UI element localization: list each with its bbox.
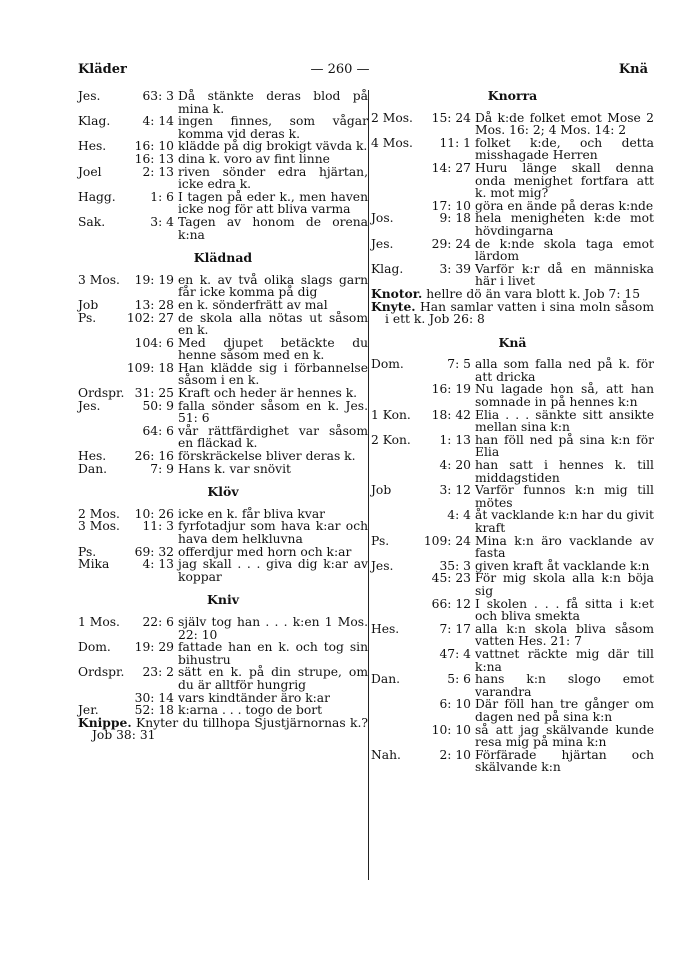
entry-text: hans k:n slogo emot varandra bbox=[475, 672, 654, 699]
entry-text: k:arna . . . togo de bort bbox=[178, 703, 323, 718]
entry-text: hela menigheten k:de mot hövdingarna bbox=[475, 211, 654, 238]
entry-book: Sak. bbox=[78, 214, 106, 229]
entry-ref: 6: 10 bbox=[439, 697, 471, 712]
entry-row bbox=[371, 724, 654, 749]
entry-ref: 50: 9 bbox=[142, 398, 174, 413]
header-left-keyword: Kläder bbox=[78, 62, 127, 77]
entry-text: så att jag skälvande kunde resa mig på mina k:n bbox=[475, 722, 654, 750]
entry-book: Ps. bbox=[78, 544, 97, 559]
entry-text: alla k:n skola bliva såsom vatten Hes. 21: 7 bbox=[475, 621, 654, 649]
entry-row bbox=[78, 400, 368, 425]
entry-ref: 7: 17 bbox=[439, 621, 471, 636]
entry-text: icke en k. får bliva kvar bbox=[178, 506, 326, 521]
entry-book: Klag. bbox=[78, 114, 111, 129]
entry-row bbox=[78, 90, 368, 115]
entry-text: en k. av två olika slags garn får icke komma på dig bbox=[178, 272, 368, 300]
entry-book: 3 Mos. bbox=[78, 272, 120, 287]
entry-row bbox=[371, 459, 654, 484]
entry-ref: 63: 3 bbox=[142, 89, 174, 103]
entry-text: han föll ned på sina k:n för Elia bbox=[475, 432, 654, 460]
entry-row bbox=[78, 641, 368, 666]
entry-book: Dom. bbox=[78, 640, 111, 655]
entry-row bbox=[371, 409, 654, 434]
entry-book: 2 Mos. bbox=[78, 506, 120, 521]
entries-kläder bbox=[78, 90, 368, 241]
entry-row bbox=[371, 572, 654, 597]
entry-book: Jes. bbox=[78, 89, 101, 103]
entry-row bbox=[371, 598, 654, 623]
left-column bbox=[78, 90, 368, 742]
entry-text: göra en ände på deras k:nde bbox=[475, 198, 654, 213]
entry-text: Varför k:r då en människa här i livet bbox=[475, 261, 654, 289]
entry-row bbox=[371, 535, 654, 560]
entry-row bbox=[371, 238, 654, 263]
entry-ref: 109: 24 bbox=[423, 533, 471, 548]
entry-text: Där föll han tre gånger om dagen ned på sina k:n bbox=[475, 697, 654, 724]
entry-ref: 11: 1 bbox=[439, 135, 471, 150]
entry-row bbox=[371, 749, 654, 774]
entry-book: Hes. bbox=[371, 621, 400, 636]
entry-text: Tagen av honom de orena k:na bbox=[178, 214, 368, 242]
entry-knyte bbox=[371, 298, 654, 327]
entry-book: Ordspr. bbox=[78, 665, 125, 680]
entries-klov bbox=[78, 508, 368, 584]
entries-kniv bbox=[78, 616, 368, 717]
entry-ref: 104: 6 bbox=[134, 335, 174, 350]
entry-row bbox=[78, 153, 368, 166]
entry-ref: 10: 10 bbox=[431, 722, 471, 737]
entry-ref: 1: 6 bbox=[150, 189, 174, 204]
entry-text: Med djupet betäckte du henne såsom med en k. bbox=[178, 335, 368, 363]
entry-ref: 109: 18 bbox=[126, 360, 174, 375]
entry-text: de skola alla nötas ut såsom en k. bbox=[178, 310, 368, 338]
section-heading-kna: Knä bbox=[498, 334, 527, 350]
entry-book: Jes. bbox=[371, 558, 394, 573]
entry-row bbox=[78, 463, 368, 476]
entry-text: folket k:de, och detta misshagade Herren bbox=[475, 135, 654, 163]
entry-row bbox=[78, 337, 368, 362]
entry-book: Nah. bbox=[371, 747, 401, 762]
entry-text: Huru länge skall denna onda menighet fortfara att k. mot mig? bbox=[475, 160, 654, 201]
entry-row bbox=[78, 362, 368, 387]
entry-book: Ps. bbox=[371, 533, 390, 548]
entry-text: en k. sönderfrätt av mal bbox=[178, 297, 328, 312]
entry-knippe bbox=[78, 714, 368, 743]
entry-row bbox=[78, 616, 368, 641]
entry-ref: 11: 3 bbox=[142, 519, 174, 534]
entry-book: Mika bbox=[78, 557, 110, 572]
entry-row bbox=[371, 212, 654, 237]
entry-ref: 5: 6 bbox=[447, 672, 471, 687]
entry-ref: 45: 23 bbox=[431, 571, 471, 586]
entry-row bbox=[78, 425, 368, 450]
entry-book: Job bbox=[371, 483, 392, 498]
entry-book: Ordspr. bbox=[78, 386, 125, 401]
entry-knyte-text: Han samlar vatten i sina moln såsom i ett k. Job 26: 8 bbox=[385, 299, 654, 327]
entry-ref: 13: 28 bbox=[134, 297, 174, 312]
entry-text: I skolen . . . få sitta i k:et och bliva smekta bbox=[475, 596, 654, 624]
entry-text: I tagen på eder k., men haven icke nog för att bliva varma bbox=[178, 189, 368, 217]
entry-book: Dan. bbox=[78, 461, 108, 476]
entry-ref: 30: 14 bbox=[134, 690, 174, 705]
entry-knotor-word: Knotor. bbox=[371, 285, 423, 301]
entry-text: åt vacklande k:n har du givit kraft bbox=[475, 508, 654, 535]
entry-ref: 47: 4 bbox=[439, 646, 471, 661]
entry-knippe-word: Knippe. bbox=[78, 714, 132, 730]
entry-ref: 19: 19 bbox=[134, 272, 174, 287]
entry-row bbox=[371, 383, 654, 408]
entry-knyte-word: Knyte. bbox=[371, 298, 416, 314]
entry-ref: 16: 19 bbox=[431, 382, 471, 397]
entry-text: falla sönder såsom en k. Jes. 51: 6 bbox=[178, 398, 368, 426]
entry-ref: 3: 39 bbox=[439, 261, 471, 276]
entry-ref: 19: 29 bbox=[134, 640, 174, 655]
entry-row bbox=[371, 673, 654, 698]
entry-text: vår rättfärdighet var såsom en fläckad k. bbox=[178, 423, 368, 451]
entry-row bbox=[78, 299, 368, 312]
entry-text: de k:nde skola taga emot lärdom bbox=[475, 236, 654, 264]
entry-ref: 31: 25 bbox=[134, 386, 174, 401]
entry-book: 1 Mos. bbox=[78, 614, 120, 629]
entry-book: Dom. bbox=[371, 357, 404, 372]
entry-text: fyrfotadjur som hava k:ar och hava dem helkluvna bbox=[178, 519, 368, 546]
entry-text: Förfärade hjärtan och skälvande k:n bbox=[475, 747, 654, 775]
entry-ref: 26: 16 bbox=[134, 449, 174, 464]
entry-row bbox=[78, 274, 368, 299]
entry-row bbox=[78, 520, 368, 545]
entry-text: Hans k. var snövit bbox=[178, 461, 291, 476]
entry-row bbox=[371, 698, 654, 723]
entry-row bbox=[78, 387, 368, 400]
entry-book: 1 Kon. bbox=[371, 407, 411, 422]
entry-text: själv tog han . . . k:en 1 Mos. 22: 10 bbox=[178, 614, 368, 642]
entry-text: Mina k:n äro vacklande av fasta bbox=[475, 533, 654, 561]
entry-ref: 2: 10 bbox=[439, 747, 471, 762]
entry-ref: 4: 14 bbox=[142, 114, 174, 129]
entry-ref: 35: 3 bbox=[439, 558, 471, 573]
entry-ref: 102: 27 bbox=[126, 310, 174, 325]
entry-ref: 16: 10 bbox=[134, 139, 174, 154]
entry-book: Jes. bbox=[78, 398, 101, 413]
entry-row bbox=[78, 191, 368, 216]
entry-row bbox=[371, 434, 654, 459]
entry-text: Då k:de folket emot Mose 2 Mos. 16: 2; 4 Mos. 14: 2 bbox=[475, 110, 654, 138]
entry-book: Klag. bbox=[371, 261, 404, 276]
entry-ref: 64: 6 bbox=[142, 423, 174, 438]
entry-row bbox=[78, 166, 368, 191]
entry-ref: 3: 12 bbox=[439, 483, 471, 498]
entry-text: ingen finnes, som vågar komma vid deras k. bbox=[178, 114, 368, 141]
entry-book: Dan. bbox=[371, 672, 401, 687]
entry-text: riven sönder edra hjärtan, icke edra k. bbox=[178, 164, 368, 192]
entry-ref: 15: 24 bbox=[431, 110, 471, 125]
entry-text: förskräckelse bliver deras k. bbox=[178, 449, 356, 464]
entry-text: För mig skola alla k:n böja sig bbox=[475, 571, 654, 598]
entry-text: offerdjur med horn och k:ar bbox=[178, 544, 352, 559]
entry-row bbox=[78, 312, 368, 337]
entry-text: jag skall . . . giva dig k:ar av koppar bbox=[178, 557, 368, 584]
entry-book: Jer. bbox=[78, 703, 99, 718]
right-column bbox=[371, 90, 654, 774]
entry-text: vars kindtänder äro k:ar bbox=[178, 690, 331, 705]
entry-ref: 9: 18 bbox=[439, 211, 471, 226]
entry-ref: 66: 12 bbox=[431, 596, 471, 611]
column-divider bbox=[368, 90, 369, 880]
entry-row bbox=[78, 115, 368, 140]
entry-book: Jes. bbox=[371, 236, 394, 251]
entry-ref: 22: 6 bbox=[142, 614, 174, 629]
entry-knotor-text: hellre dö än vara blott k. Job 7: 15 bbox=[426, 286, 641, 301]
entry-book: Ps. bbox=[78, 310, 97, 325]
entry-ref: 1: 13 bbox=[439, 432, 471, 447]
entry-row bbox=[78, 216, 368, 241]
entry-ref: 7: 5 bbox=[447, 357, 471, 372]
entry-ref: 23: 2 bbox=[142, 665, 174, 680]
entry-row bbox=[371, 137, 654, 162]
entry-row bbox=[371, 162, 654, 200]
entry-text: given kraft åt vacklande k:n bbox=[475, 558, 650, 573]
entries-knorra bbox=[371, 112, 654, 288]
entry-row bbox=[78, 666, 368, 691]
entry-row bbox=[371, 509, 654, 534]
entry-ref: 4: 13 bbox=[142, 557, 174, 572]
entry-row bbox=[78, 450, 368, 463]
entry-ref: 3: 4 bbox=[150, 214, 174, 229]
entry-text: Nu lagade hon så, att han somnade in på hennes k:n bbox=[475, 382, 654, 410]
entry-text: vattnet räckte mig där till k:na bbox=[475, 646, 654, 674]
entry-book: Jos. bbox=[371, 211, 394, 226]
entries-kladnad bbox=[78, 274, 368, 476]
entry-row bbox=[371, 263, 654, 288]
entry-row bbox=[371, 358, 654, 383]
entry-text: Han klädde sig i förbannelse såsom i en k. bbox=[178, 360, 368, 388]
entry-text: klädde på dig brokigt vävda k. bbox=[178, 139, 368, 154]
entry-row bbox=[371, 623, 654, 648]
entry-text: dina k. voro av fint linne bbox=[178, 151, 330, 166]
entry-ref: 14: 27 bbox=[431, 160, 471, 175]
entry-text: sätt en k. på din strupe, om du är alltför hungrig bbox=[178, 665, 368, 692]
section-heading-kladnad: Klädnad bbox=[193, 250, 253, 266]
entry-knippe-text: Knyter du tillhopa Sjustjärnornas k.? Job 38: 31 bbox=[92, 715, 368, 743]
entry-ref: 4: 4 bbox=[447, 508, 471, 523]
entry-row bbox=[371, 648, 654, 673]
entry-book: 3 Mos. bbox=[78, 519, 120, 534]
entry-row bbox=[78, 558, 368, 583]
entry-book: Hes. bbox=[78, 449, 107, 464]
entry-book: 2 Kon. bbox=[371, 432, 411, 447]
entry-ref: 29: 24 bbox=[431, 236, 471, 251]
section-heading-kniv: Kniv bbox=[207, 592, 239, 608]
section-heading-knorra: Knorra bbox=[487, 88, 538, 103]
entry-book: 2 Mos. bbox=[371, 110, 413, 125]
entries-kna bbox=[371, 358, 654, 774]
entry-text: han satt i hennes k. till middagstiden bbox=[475, 458, 654, 485]
entry-book: Joel bbox=[78, 164, 102, 179]
entry-book: Hes. bbox=[78, 139, 107, 154]
entry-ref: 18: 42 bbox=[431, 407, 471, 422]
entry-ref: 10: 26 bbox=[134, 506, 174, 521]
entry-text: alla som falla ned på k. för att dricka bbox=[475, 357, 654, 384]
section-heading-klov: Klöv bbox=[207, 484, 239, 500]
entry-book: 4 Mos. bbox=[371, 135, 413, 150]
entry-text: fattade han en k. och tog sin bihustru bbox=[178, 640, 368, 667]
entry-ref: 7: 9 bbox=[150, 461, 174, 476]
entry-ref: 4: 20 bbox=[439, 458, 471, 473]
page-number: — 260 — bbox=[310, 62, 370, 77]
entry-text: Elia . . . sänkte sitt ansikte mellan sina k:n bbox=[475, 407, 654, 435]
entry-ref: 52: 18 bbox=[134, 703, 174, 718]
entry-row bbox=[371, 112, 654, 137]
entry-ref: 16: 13 bbox=[134, 151, 174, 166]
entry-text: Varför funnos k:n mig till mötes bbox=[475, 483, 654, 510]
entry-row bbox=[371, 484, 654, 509]
header-right-keyword: Knä bbox=[618, 62, 648, 77]
entry-text: Då stänkte deras blod på mina k. bbox=[178, 89, 368, 116]
entry-ref: 17: 10 bbox=[431, 198, 471, 213]
entry-text: Kraft och heder är hennes k. bbox=[178, 386, 358, 401]
entry-ref: 69: 32 bbox=[134, 544, 174, 559]
entry-book: Job bbox=[78, 297, 99, 312]
entry-ref: 2: 13 bbox=[142, 164, 174, 179]
entry-book: Hagg. bbox=[78, 189, 116, 204]
